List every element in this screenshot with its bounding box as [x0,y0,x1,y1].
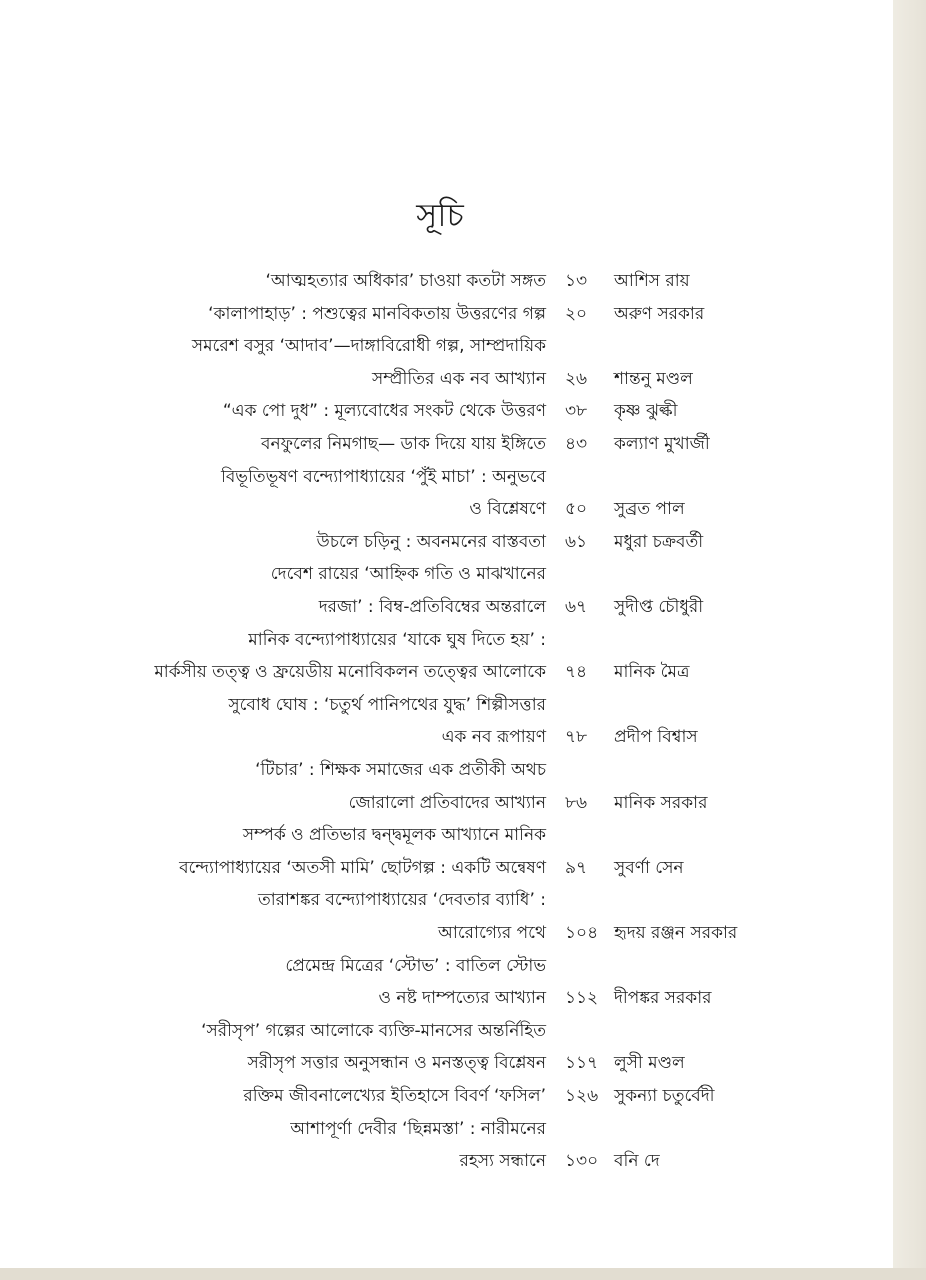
toc-author: হৃদয় রঞ্জন সরকার [614,923,738,943]
toc-line [0,788,893,818]
toc-entry-title: সুবোধ ঘোষ : ‘চতুর্থ পানিপথের যুদ্ধ’ শিল্পীসত্তার [228,695,546,715]
toc-author: শান্তনু মণ্ডল [614,369,693,389]
toc-page-number: ৭৪ [565,662,588,682]
toc-entry-title: ‘সরীসৃপ’ গল্পের আলোকে ব্যক্তি-মানসের অন্তর্নিহিত [201,1021,546,1041]
toc-author: মানিক সরকার [614,793,708,813]
toc-line [0,983,893,1013]
toc-page-number: ৪৩ [565,434,588,454]
page-bottom-edge [0,1268,926,1280]
toc-author: প্রদীপ বিশ্বাস [614,727,698,747]
toc-page-number: ২৬ [565,369,588,389]
toc-entry-title: উচলে চড়িনু : অবনমনের বাস্তবতা [316,532,546,552]
toc-page-number: ১১৭ [565,1053,599,1073]
toc-line [0,853,893,883]
toc-entry-title: সরীসৃপ সত্তার অনুসন্ধান ও মনস্তত্ত্ব বিশ্লেষন [247,1053,546,1073]
toc-author: মানিক মৈত্র [614,662,690,682]
toc-line [0,951,893,981]
toc-entry-title: দেবেশ রায়ের ‘আহ্নিক গতি ও মাঝখানের [270,564,546,584]
toc-line [0,722,893,752]
toc-page-number: ২০ [565,304,588,324]
toc-page-number: ৬৭ [565,597,588,617]
toc-author: দীপঙ্কর সরকার [614,988,712,1008]
toc-line [0,494,893,524]
toc-entry-title: আরোগ্যের পথে [438,923,546,943]
toc-entry-title: এক নব রূপায়ণ [441,727,546,747]
toc-line [0,625,893,655]
toc-line [0,299,893,329]
toc-line [0,755,893,785]
toc-page-number: ৯৭ [565,858,588,878]
toc-line [0,1146,893,1176]
toc-author: মধুরা চক্রবর্তী [614,532,704,552]
toc-entry-title: সম্পর্ক ও প্রতিভার দ্বন্দ্বমূলক আখ্যানে মানিক [242,825,546,845]
toc-author: সুকন্যা চতুর্বেদী [614,1086,715,1106]
toc-page-number: ১২৬ [565,1086,599,1106]
toc-entry-title: বন্দ্যোপাধ্যায়ের ‘অতসী মামি’ ছোটগল্প : একটি অন্বেষণ [179,858,546,878]
toc-entry-title: ও বিশ্লেষণে [469,499,546,519]
toc-author: কল্যাণ মুখার্জী [614,434,710,454]
toc-page-number: ৫০ [565,499,588,519]
toc-entry-title: প্রেমেন্দ্র মিত্রের ‘স্টোভ’ : বাতিল স্টোভ [285,956,546,976]
toc-entry-title: ‘কালাপাহাড়’ : পশুত্বের মানবিকতায় উত্তরণের গল্প [208,304,546,324]
toc-author: সুবর্ণা সেন [614,858,684,878]
toc-page-number: ১৩ [565,271,588,291]
toc-entry-title: তারাশঙ্কর বন্দ্যোপাধ্যায়ের ‘দেবতার ব্যাধি’ : [257,890,546,910]
toc-line [0,462,893,492]
toc-entry-title: ‘আত্মহত্যার অধিকার’ চাওয়া কতটা সঙ্গত [265,271,546,291]
toc-author: আশিস রায় [614,271,690,291]
toc-line [0,885,893,915]
toc-entry-title: আশাপূর্ণা দেবীর ‘ছিন্নমস্তা’ : নারীমনের [290,1119,546,1139]
page-title: সূচি [416,196,464,234]
toc-entry-title: সম্প্রীতির এক নব আখ্যান [372,369,546,389]
toc-page-number: ১৩০ [565,1151,599,1171]
toc-author: অরুণ সরকার [614,304,705,324]
toc-line [0,592,893,622]
toc-entry-title: সমরেশ বসুর ‘আদাব’—দাঙ্গাবিরোধী গল্প, সাম্প্রদায়িক [191,336,546,356]
toc-line [0,1081,893,1111]
toc-line [0,396,893,426]
toc-page-number: ৩৮ [565,401,588,421]
toc-page-number: ৮৬ [565,793,588,813]
toc-entry-title: মার্কসীয় তত্ত্ব ও ফ্রয়েডীয় মনোবিকলন তত্ত্বের আলোকে [154,662,546,682]
toc-line [0,918,893,948]
toc-entry-title: মানিক বন্দ্যোপাধ্যায়ের ‘যাকে ঘুষ দিতে হয়’ : [248,630,546,650]
toc-line [0,1048,893,1078]
toc-author: বনি দে [614,1151,660,1171]
toc-page-number: ১০৪ [565,923,599,943]
toc-entry-title: রহস্য সন্ধানে [459,1151,546,1171]
toc-entry-title: বিভূতিভূষণ বন্দ্যোপাধ্যায়ের ‘পুঁই মাচা’ : অনুভবে [220,467,546,487]
toc-line [0,820,893,850]
toc-entry-title: বনফুলের নিমগাছ— ডাক দিয়ে যায় ইঙ্গিতে [260,434,546,454]
page-edge [893,0,926,1280]
toc-line [0,1114,893,1144]
toc-line [0,527,893,557]
toc-entry-title: রক্তিম জীবনালেখ্যের ইতিহাসে বিবর্ণ ‘ফসিল’ [243,1086,546,1106]
toc-page-number: ৬১ [565,532,588,552]
toc-author: সুদীপ্ত চৌধুরী [614,597,704,617]
toc-line [0,559,893,589]
toc-line [0,266,893,296]
toc-author: কৃষ্ণ ঝুল্কী [614,401,678,421]
toc-page-number: ১১২ [565,988,599,1008]
toc-entry-title: “এক পো দুধ” : মূল্যবোধের সংকট থেকে উত্তরণ [222,401,546,421]
toc-line [0,364,893,394]
toc-line [0,429,893,459]
toc-line [0,657,893,687]
toc-entry-title: জোরালো প্রতিবাদের আখ্যান [348,793,546,813]
toc-line [0,690,893,720]
toc-author: লুসী মণ্ডল [614,1053,685,1073]
toc-entry-title: ‘টিচার’ : শিক্ষক সমাজের এক প্রতীকী অথচ [255,760,546,780]
toc-entry-title: দরজা’ : বিম্ব-প্রতিবিম্বের অন্তরালে [318,597,546,617]
toc-line [0,1016,893,1046]
toc-author: সুব্রত পাল [614,499,685,519]
toc-entry-title: ও নষ্ট দাম্পত্যের আখ্যান [378,988,546,1008]
toc-page-number: ৭৮ [565,727,588,747]
toc-line [0,331,893,361]
